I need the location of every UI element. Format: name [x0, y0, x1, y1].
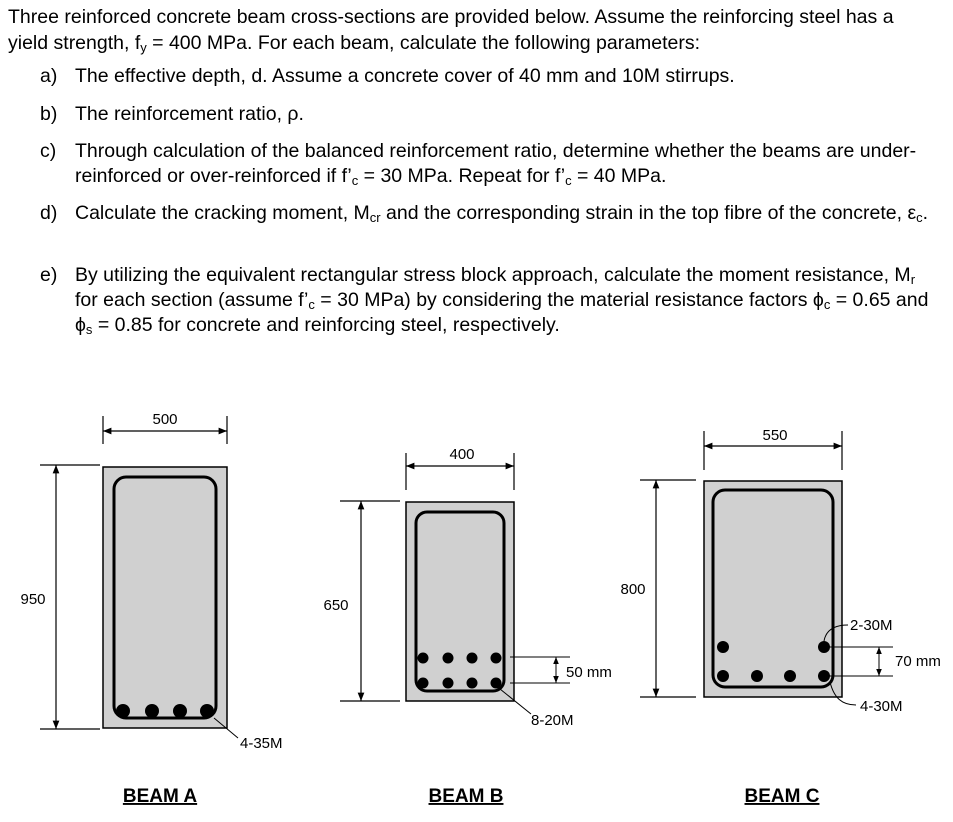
- spacing-label: 50 mm: [566, 664, 612, 681]
- beam-a: [20, 411, 282, 807]
- question-label: c): [40, 140, 57, 162]
- rebar-label: 4-35M: [240, 735, 283, 752]
- beam-title: BEAM A: [122, 786, 198, 807]
- question-label: d): [40, 202, 58, 224]
- spacing-label: 70 mm: [895, 653, 941, 670]
- concrete-section: [406, 502, 514, 701]
- rebar: [491, 678, 502, 689]
- rebar: [717, 641, 729, 653]
- rebar: [443, 653, 454, 664]
- rebar: [443, 678, 454, 689]
- question-text: Through calculation of the balanced reinforcement ratio, determine whether the beams are under-reinforced or over-reinforced if $f’_c = 30$ MPa. Repeat for $f’_c = 40$ MPa.: [75, 140, 917, 188]
- question-text: Calculate the cracking moment, $M_{cr}$ and the corresponding strain in the top fibre of the concrete, $\varepsilon_c$.: [75, 202, 929, 225]
- question-text: The effective depth, d. Assume a concrete cover of 40 mm and 10M stirrups.: [75, 65, 735, 87]
- problem-intro: Three reinforced concrete beam cross-sections are provided below. Assume the reinforcing steel has a yield strength, $f_y = 400$ MPa. For each beam, calculate the following parameters:: [8, 6, 894, 55]
- rebar: [784, 670, 796, 682]
- rebar-label: 8-20M: [531, 712, 574, 729]
- rebar-top-label: 2-30M: [850, 617, 893, 634]
- beam-title: BEAM C: [744, 786, 820, 807]
- height-label: 650: [323, 597, 349, 614]
- width-label: 400: [449, 446, 475, 463]
- rebar: [145, 704, 159, 718]
- rebar: [173, 704, 187, 718]
- rebar: [818, 641, 830, 653]
- height-label: 800: [620, 581, 646, 598]
- rebar: [491, 653, 502, 664]
- rebar: [116, 704, 130, 718]
- question-text: The reinforcement ratio, ρ.: [75, 103, 304, 125]
- rebar: [467, 678, 478, 689]
- rebar-bottom-label: 4-30M: [860, 698, 903, 715]
- beam-title: BEAM B: [428, 786, 504, 807]
- question-label: e): [40, 264, 58, 286]
- rebar: [467, 653, 478, 664]
- rebar: [751, 670, 763, 682]
- concrete-section: [704, 481, 842, 697]
- width-label: 550: [762, 427, 788, 444]
- width-label: 500: [152, 411, 178, 428]
- height-label: 950: [20, 591, 46, 608]
- rebar: [418, 653, 429, 664]
- rebar: [200, 704, 214, 718]
- question-text: By utilizing the equivalent rectangular stress block approach, calculate the moment resistance, $M_r$ for each section (assume $f’_c = 30$ MPa) by considering the material resistance factors $\phi_c = 0.65$ and $\phi_s = 0.85$ for concrete and reinforcing steel, respectively.: [75, 264, 929, 337]
- beam-b: [323, 446, 611, 807]
- rebar: [818, 670, 830, 682]
- rebar: [418, 678, 429, 689]
- question-label: b): [40, 103, 58, 125]
- concrete-section: [103, 467, 227, 728]
- beam-c: [620, 427, 940, 807]
- question-label: a): [40, 65, 58, 87]
- rebar: [717, 670, 729, 682]
